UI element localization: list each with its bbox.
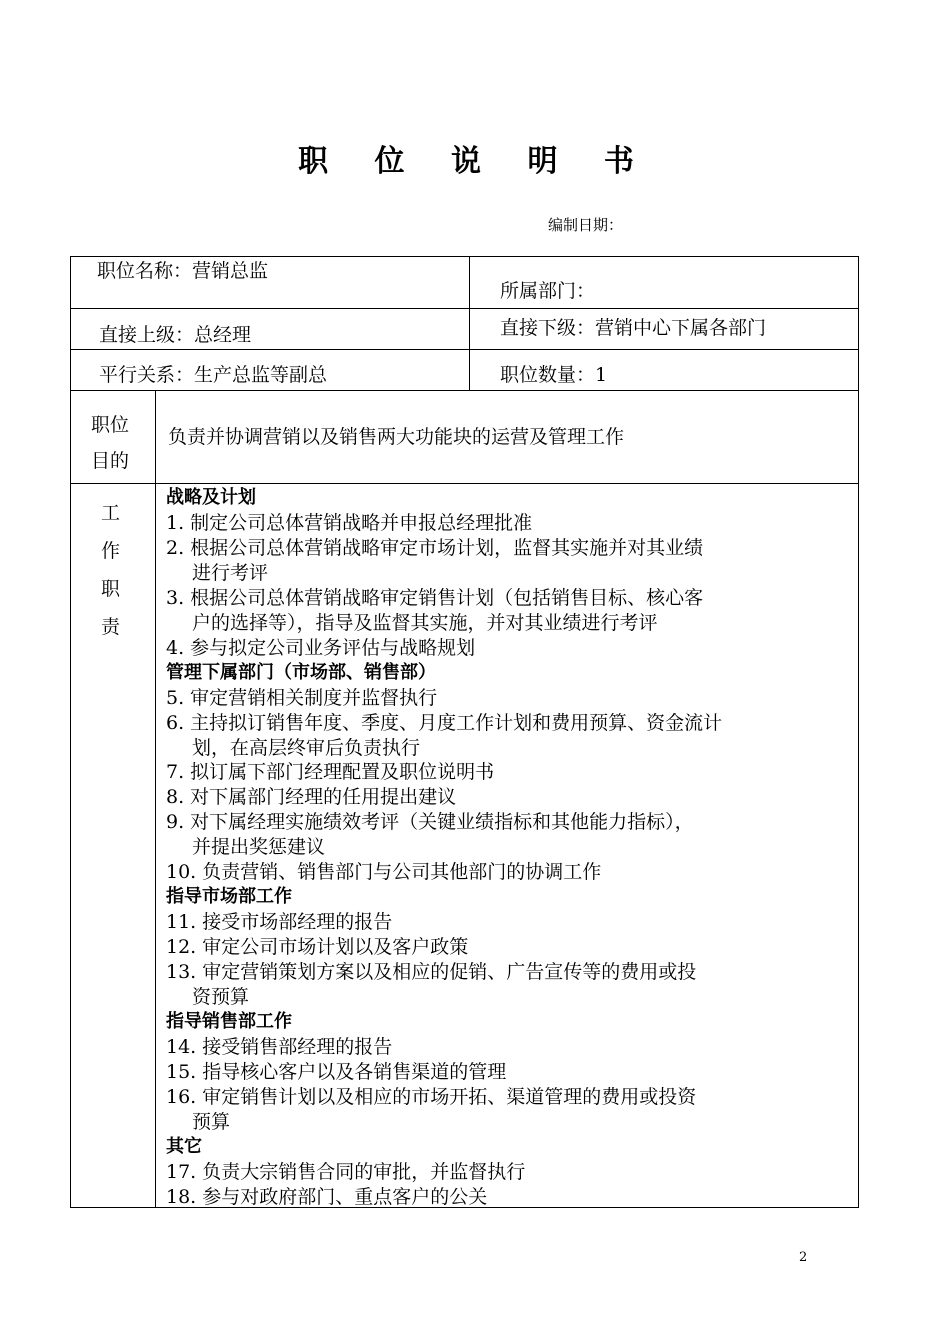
table-row	[70, 308, 859, 349]
duty-line: 4. 参与拟定公司业务评估与战略规划	[166, 636, 476, 659]
duty-line: 17. 负责大宗销售合同的审批，并监督执行	[166, 1160, 526, 1183]
duty-line: 12. 审定公司市场计划以及客户政策	[166, 936, 469, 959]
duty-line: 3. 根据公司总体营销战略审定销售计划（包括销售目标、核心客	[166, 586, 704, 609]
duty-line: 户的选择等），指导及监督其实施，并对其业绩进行考评	[192, 611, 658, 634]
department-field: 所属部门：	[500, 280, 596, 302]
superior-field: 直接上级：总经理	[99, 324, 252, 346]
page-number: 2	[799, 1250, 808, 1265]
section-heading: 指导销售部工作	[166, 1010, 292, 1032]
date-label: 编制日期：	[548, 216, 624, 234]
duties-label: 责	[101, 616, 121, 638]
subordinates-field: 直接下级：营销中心下属各部门	[500, 317, 767, 339]
duty-line: 15. 指导核心客户以及各销售渠道的管理	[166, 1060, 507, 1083]
section-heading: 管理下属部门（市场部、销售部）	[166, 661, 436, 683]
duty-line: 7. 拟订属下部门经理配置及职位说明书	[166, 761, 495, 784]
table-row	[70, 256, 859, 308]
purpose-label: 职位	[91, 414, 130, 436]
position-name-field: 职位名称：营销总监	[97, 260, 269, 282]
table-bottom-border	[70, 1207, 859, 1208]
section-heading: 其它	[166, 1135, 202, 1157]
purpose-text: 负责并协调营销以及销售两大功能块的运营及管理工作	[168, 426, 625, 448]
duty-line: 预算	[192, 1110, 231, 1133]
duty-line: 进行考评	[192, 561, 269, 584]
duties-label: 工	[101, 502, 121, 524]
duty-line: 5. 审定营销相关制度并监督执行	[166, 686, 438, 709]
duties-list	[155, 484, 859, 1207]
duty-line: 11. 接受市场部经理的报告	[166, 911, 393, 934]
duty-line: 13. 审定营销策划方案以及相应的促销、广告宣传等的费用或投	[166, 961, 697, 984]
parallel-field: 平行关系：生产总监等副总	[99, 364, 328, 386]
duty-line: 划，在高层终审后负责执行	[192, 736, 421, 759]
duty-line: 资预算	[192, 986, 250, 1008]
duty-line: 10. 负责营销、销售部门与公司其他部门的协调工作	[166, 861, 602, 884]
duty-line: 1. 制定公司总体营销战略并申报总经理批准	[166, 511, 533, 534]
purpose-label: 目的	[91, 450, 130, 472]
headcount-field: 职位数量：1	[500, 364, 608, 386]
duty-line: 16. 审定销售计划以及相应的市场开拓、渠道管理的费用或投资	[166, 1085, 697, 1108]
duty-line: 18. 参与对政府部门、重点客户的公关	[166, 1185, 488, 1208]
document-title: 职 位 说 明 书	[298, 144, 652, 179]
duties-label: 职	[101, 578, 121, 600]
duty-line: 6. 主持拟订销售年度、季度、月度工作计划和费用预算、资金流计	[166, 711, 723, 734]
section-heading: 战略及计划	[166, 487, 256, 508]
section-heading: 指导市场部工作	[166, 886, 292, 908]
table-row	[70, 349, 859, 390]
table-row	[70, 483, 859, 1207]
duty-line: 并提出奖惩建议	[192, 836, 326, 859]
duty-line: 14. 接受销售部经理的报告	[166, 1035, 393, 1058]
duty-line: 9. 对下属经理实施绩效考评（关键业绩指标和其他能力指标），	[166, 811, 694, 834]
duties-label: 作	[101, 540, 121, 562]
duty-line: 2. 根据公司总体营销战略审定市场计划，监督其实施并对其业绩	[166, 536, 704, 559]
duty-line: 8. 对下属部门经理的任用提出建议	[166, 786, 457, 809]
table-row	[70, 390, 859, 483]
